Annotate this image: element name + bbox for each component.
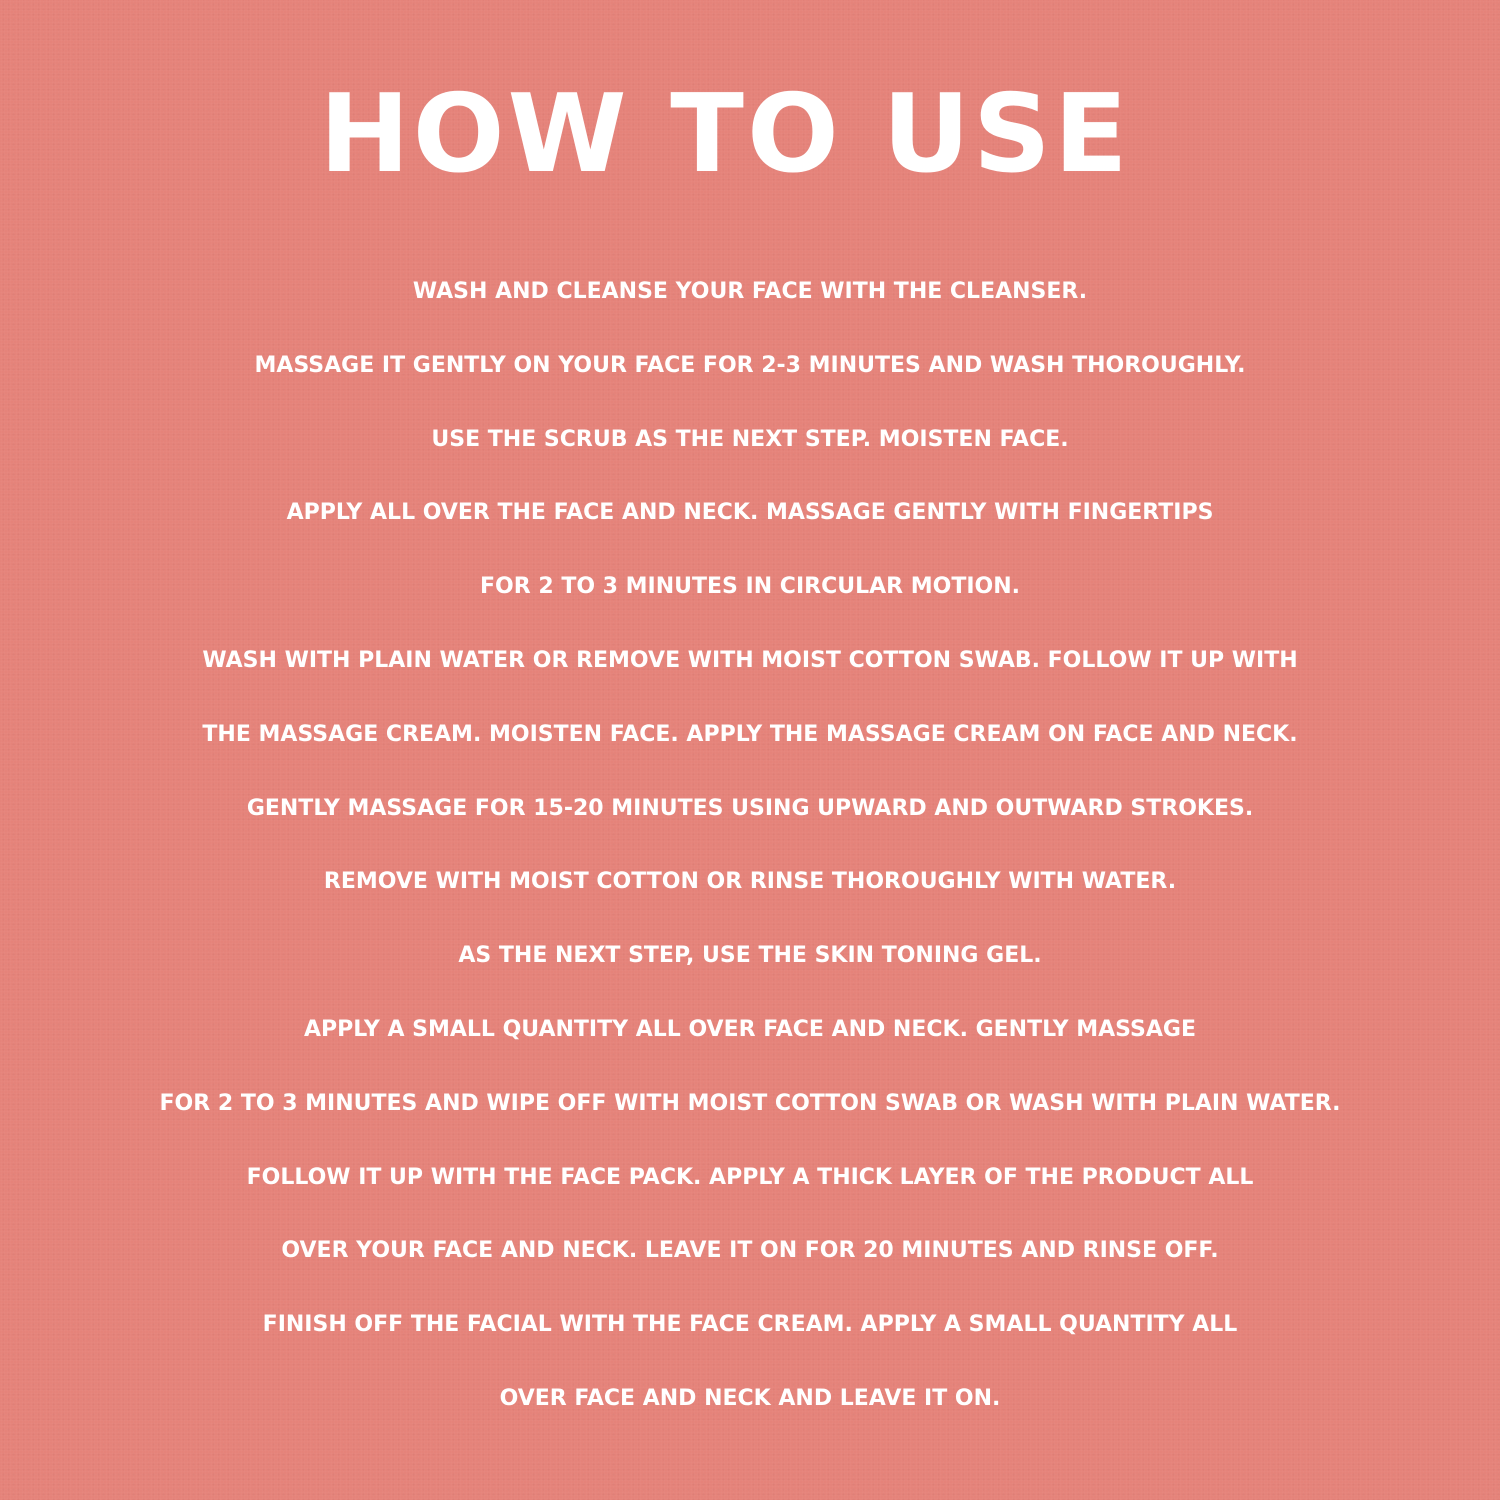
instruction-line: AS THE NEXT STEP, USE THE SKIN TONING GEL. <box>458 943 1042 969</box>
instruction-line: FOR 2 TO 3 MINUTES AND WIPE OFF WITH MOIST COTTON SWAB OR WASH WITH PLAIN WATER. <box>159 1090 1341 1116</box>
instruction-line: OVER YOUR FACE AND NECK. LEAVE IT ON FOR 20 MINUTES AND RINSE OFF. <box>281 1238 1219 1264</box>
instruction-line: WASH WITH PLAIN WATER OR REMOVE WITH MOIST COTTON SWAB. FOLLOW IT UP WITH <box>202 647 1298 673</box>
instruction-line: FOR 2 TO 3 MINUTES IN CIRCULAR MOTION. <box>480 574 1020 600</box>
instruction-line: FOLLOW IT UP WITH THE FACE PACK. APPLY A THICK LAYER OF THE PRODUCT ALL <box>246 1164 1254 1190</box>
instruction-line: APPLY A SMALL QUANTITY ALL OVER FACE AND NECK. GENTLY MASSAGE <box>304 1016 1196 1042</box>
instruction-line: GENTLY MASSAGE FOR 15-20 MINUTES USING UPWARD AND OUTWARD STROKES. <box>246 795 1254 821</box>
instruction-line: APPLY ALL OVER THE FACE AND NECK. MASSAGE GENTLY WITH FINGERTIPS <box>286 500 1214 526</box>
instruction-line: FINISH OFF THE FACIAL WITH THE FACE CREAM. APPLY A SMALL QUANTITY ALL <box>262 1312 1238 1338</box>
instruction-line: MASSAGE IT GENTLY ON YOUR FACE FOR 2-3 MINUTES AND WASH THOROUGHLY. <box>254 352 1246 378</box>
instruction-line: USE THE SCRUB AS THE NEXT STEP. MOISTEN FACE. <box>431 426 1069 452</box>
instruction-line: THE MASSAGE CREAM. MOISTEN FACE. APPLY THE MASSAGE CREAM ON FACE AND NECK. <box>202 721 1298 747</box>
page-title: HOW TO USE <box>319 72 1131 197</box>
instruction-line: WASH AND CLEANSE YOUR FACE WITH THE CLEANSER. <box>412 279 1088 304</box>
instruction-line: REMOVE WITH MOIST COTTON OR RINSE THOROUGHLY WITH WATER. <box>323 869 1177 895</box>
instruction-line: OVER FACE AND NECK AND LEAVE IT ON. <box>499 1385 1001 1411</box>
instructions-list <box>0 266 1500 1447</box>
